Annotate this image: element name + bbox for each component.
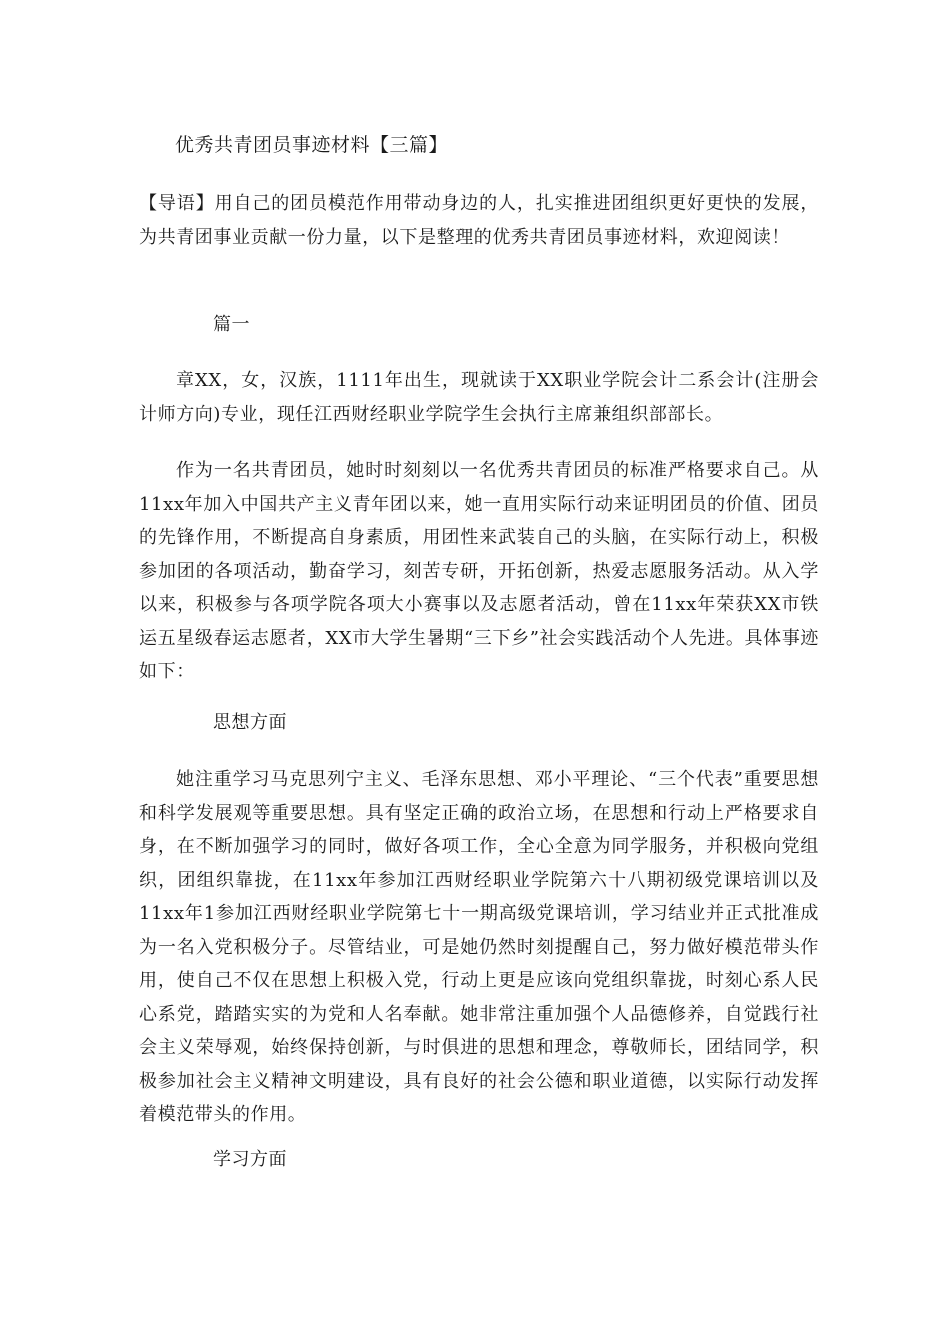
document-title: 优秀共青团员事迹材料【三篇】 (175, 134, 449, 156)
profile-paragraph: 章XX，女，汉族，1111年出生，现就读于XX职业学院会计二系会计(注册会计师方向)专业，现任江西财经职业学院学生会执行主席兼组织部部长。 (139, 370, 819, 425)
overview-paragraph: 作为一名共青团员，她时时刻刻以一名优秀共青团员的标准严格要求自己。从11xx年加入中国共产主义青年团以来，她一直用实际行动来证明团员的价值、团员的先锋作用，不断提高自身素质，用团性来武装自己的头脑，在实际行动上，积极参加团的各项活动，勤奋学习，刻苦专研，开拓创新，热爱志愿服务活动。从入学以来，积极参与各项学院各项大小赛事以及志愿者活动，曾在11xx年荣获XX市铁运五星级春运志愿者，XX市大学生暑期“三下乡”社会实践活动个人先进。具体事迹如下： (139, 460, 819, 682)
thought-section-heading: 思想方面 (213, 712, 287, 733)
intro-paragraph: 【导语】用自己的团员模范作用带动身边的人，扎实推进团组织更好更快的发展，为共青团事业贡献一份力量，以下是整理的优秀共青团员事迹材料，欢迎阅读！ (139, 193, 819, 248)
thought-paragraph: 她注重学习马克思列宁主义、毛泽东思想、邓小平理论、“三个代表”重要思想和科学发展观等重要思想。具有坚定正确的政治立场，在思想和行动上严格要求自身，在不断加强学习的同时，做好各项工作，全心全意为同学服务，并积极向党组织，团组织靠拢，在11xx年参加江西财经职业学院第六十八期初级党课培训以及11xx年1参加江西财经职业学院第七十一期高级党课培训，学习结业并正式批准成为一名入党积极分子。尽管结业，可是她仍然时刻提醒自己，努力做好模范带头作用，使自己不仅在思想上积极入党，行动上更是应该向党组织靠拢，时刻心系人民心系党，踏踏实实的为党和人名奉献。她非常注重加强个人品德修养，自觉践行社会主义荣辱观，始终保持创新，与时俱进的思想和理念，尊敬师长，团结同学，积极参加社会主义精神文明建设，具有良好的社会公德和职业道德，以实际行动发挥着模范带头的作用。 (139, 769, 819, 1125)
part-one-heading: 篇一 (213, 314, 250, 335)
study-section-heading: 学习方面 (213, 1149, 287, 1170)
